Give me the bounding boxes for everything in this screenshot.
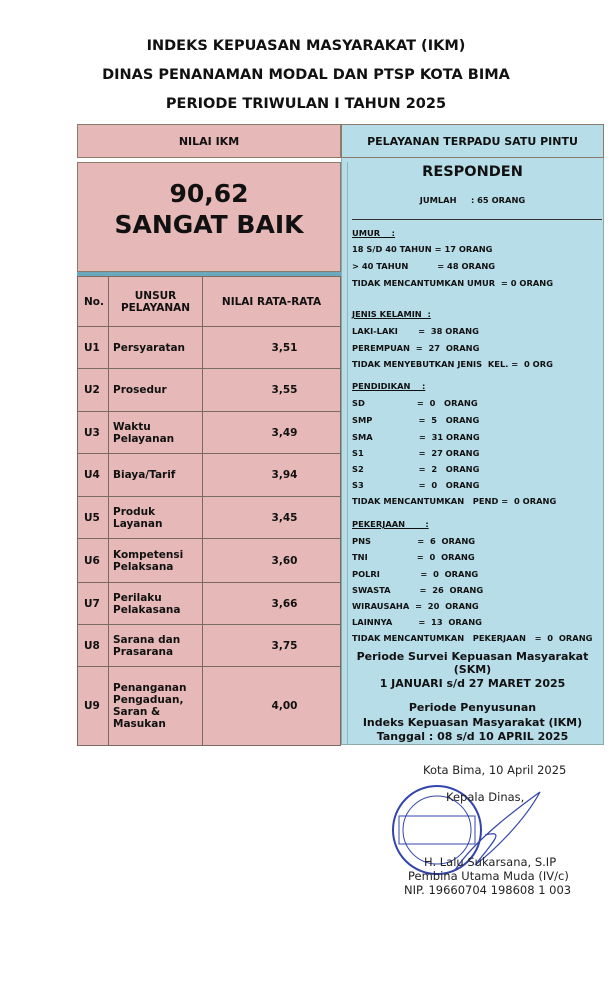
cell-name: Biaya/Tarif	[109, 454, 203, 497]
signer-name: H. Lalu Sukarsana, S.IP	[424, 855, 557, 869]
ikm-score: 90,62	[169, 179, 249, 208]
table-row	[78, 625, 341, 667]
title-line-2: DINAS PENANAMAN MODAL DAN PTSP KOTA BIMA	[102, 67, 510, 83]
title-line-1: INDEKS KEPUASAN MASYARAKAT (IKM)	[146, 38, 466, 54]
cell-value: 3,45	[203, 497, 341, 539]
responden-line: LAINNYA = 13 ORANG	[352, 617, 482, 627]
divider	[352, 219, 602, 220]
responden-line: > 40 TAHUN = 48 ORANG	[352, 261, 496, 271]
section-heading: PEKERJAAN :	[352, 519, 429, 529]
cell-no: U8	[78, 625, 109, 667]
table-row	[78, 369, 341, 412]
cell-name: Penanganan Pengaduan, Saran & Masukan	[109, 667, 203, 746]
responden-line: 18 S/D 40 TAHUN = 17 ORANG	[352, 244, 493, 254]
cell-value: 3,66	[203, 583, 341, 625]
cell-no: U2	[78, 369, 109, 412]
unsur-table	[77, 276, 341, 746]
penyusunan-ikm: Indeks Kepuasan Masyarakat (IKM)	[362, 715, 583, 729]
responden-line: SWASTA = 26 ORANG	[352, 585, 484, 595]
col-no: No.	[78, 277, 109, 327]
table-row	[78, 497, 341, 539]
cell-name: Sarana dan Prasarana	[109, 625, 203, 667]
jumlah-responden: JUMLAH : 65 ORANG	[419, 195, 526, 205]
cell-name: Persyaratan	[109, 327, 203, 369]
cell-name: Prosedur	[109, 369, 203, 412]
section-heading: PENDIDIKAN :	[352, 381, 426, 391]
responden-line: LAKI-LAKI = 38 ORANG	[352, 326, 479, 336]
cell-no: U7	[78, 583, 109, 625]
table-row	[78, 667, 341, 746]
cell-no: U6	[78, 539, 109, 583]
title-line-3: PERIODE TRIWULAN I TAHUN 2025	[165, 96, 447, 112]
cell-value: 3,51	[203, 327, 341, 369]
section-heading: UMUR :	[352, 228, 395, 238]
cell-no: U5	[78, 497, 109, 539]
responden-line: TIDAK MENCANTUMKAN PEKERJAAN = 0 ORANG	[352, 633, 593, 643]
cell-name: Kompetensi Pelaksana	[109, 539, 203, 583]
signer-rank: Pembina Utama Muda (IV/c)	[408, 869, 569, 883]
penyusunan-date: Tanggal : 08 s/d 10 APRIL 2025	[376, 730, 569, 743]
responden-line: TNI = 0 ORANG	[352, 552, 475, 562]
cell-no: U9	[78, 667, 109, 746]
col-unsur: UNSUR PELAYANAN	[109, 277, 203, 327]
cell-name: Perilaku Pelakasana	[109, 583, 203, 625]
cell-value: 3,75	[203, 625, 341, 667]
cell-value: 3,60	[203, 539, 341, 583]
penyusunan-block	[341, 701, 604, 745]
table-header-row	[78, 277, 341, 327]
signer-nip: NIP. 19660704 198608 1 003	[404, 883, 572, 897]
skm-title: Periode Survei Kepuasan Masyarakat (SKM)	[356, 650, 589, 676]
nilai-ikm-header: NILAI IKM	[77, 124, 341, 158]
responden-line: S2 = 2 ORANG	[352, 464, 480, 474]
responden-line: TIDAK MENCANTUMKAN UMUR = 0 ORANG	[352, 278, 554, 288]
cell-name: Produk Layanan	[109, 497, 203, 539]
responden-line: SMP = 5 ORANG	[352, 415, 480, 425]
col-nilai: NILAI RATA-RATA	[203, 277, 341, 327]
table-row	[78, 583, 341, 625]
table-row	[78, 539, 341, 583]
cell-no: U4	[78, 454, 109, 497]
table-row	[78, 412, 341, 454]
cell-value: 4,00	[203, 667, 341, 746]
ikm-category: SANGAT BAIK	[114, 210, 304, 239]
table-row	[78, 454, 341, 497]
ikm-score-box	[77, 162, 341, 272]
cell-no: U3	[78, 412, 109, 454]
responden-line: POLRI = 0 ORANG	[352, 569, 479, 579]
responden-line: PNS = 6 ORANG	[352, 536, 476, 546]
skm-period: 1 JANUARI s/d 27 MARET 2025	[379, 677, 566, 690]
cell-value: 3,55	[203, 369, 341, 412]
responden-line: PEREMPUAN = 27 ORANG	[352, 343, 480, 353]
signer-position: Kepala Dinas,	[446, 790, 525, 804]
penyusunan-label: Periode Penyusunan	[408, 701, 537, 714]
ptsp-header: PELAYANAN TERPADU SATU PINTU	[341, 124, 604, 158]
place-date: Kota Bima, 10 April 2025	[423, 763, 567, 777]
responden-line: SMA = 31 ORANG	[352, 432, 480, 442]
section-heading: JENIS KELAMIN :	[352, 309, 431, 319]
cell-value: 3,49	[203, 412, 341, 454]
cell-value: 3,94	[203, 454, 341, 497]
cell-no: U1	[78, 327, 109, 369]
cell-name: Waktu Pelayanan	[109, 412, 203, 454]
responden-title: RESPONDEN	[422, 164, 523, 180]
responden-line: S3 = 0 ORANG	[352, 480, 480, 490]
responden-line: TIDAK MENCANTUMKAN PEND = 0 ORANG	[352, 496, 557, 506]
responden-line: WIRAUSAHA = 20 ORANG	[352, 601, 479, 611]
responden-line: S1 = 27 ORANG	[352, 448, 480, 458]
table-row	[78, 327, 341, 369]
responden-line: SD = 0 ORANG	[352, 398, 478, 408]
responden-line: TIDAK MENYEBUTKAN JENIS KEL. = 0 ORG	[352, 359, 553, 369]
